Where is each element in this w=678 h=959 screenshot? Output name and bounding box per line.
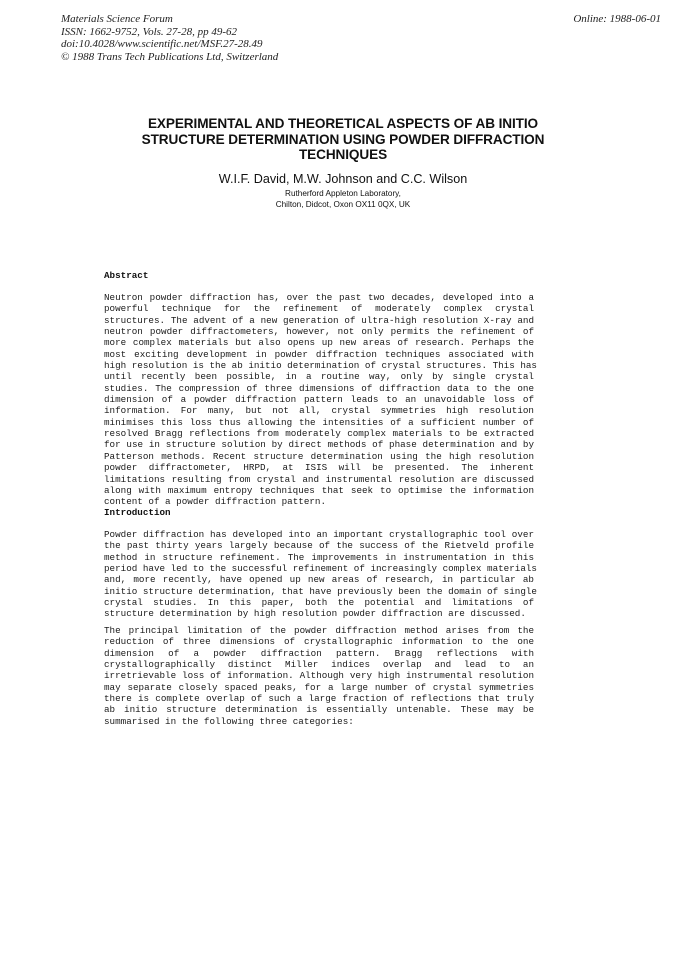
- text-line: studies. The compression of three dimensions of diffraction data to the one: [104, 382, 534, 394]
- text-line: there is complete overlap of such a large fraction of reflections that truly: [104, 693, 534, 705]
- abstract-body: [104, 292, 537, 508]
- affiliation: [100, 189, 586, 210]
- title-line-2: STRUCTURE DETERMINATION USING POWDER DIFFRACTION: [141, 131, 545, 147]
- text-line: ab initio structure determination is essentially untenable. These may be: [104, 704, 534, 716]
- journal-name: Materials Science Forum: [61, 13, 173, 25]
- affiliation-line-2: Chilton, Didcot, Oxon OX11 0QX, UK: [275, 199, 411, 209]
- text-line: along with maximum entropy techniques that seek to optimise the information: [104, 484, 534, 496]
- abstract-heading: Abstract: [104, 270, 149, 281]
- affiliation-line-1: Rutherford Appleton Laboratory,: [285, 189, 401, 198]
- text-line: crystal studies. In this paper, both the potential and limitations of: [104, 597, 534, 609]
- paper-title: [100, 116, 586, 163]
- issn-line: ISSN: 1662-9752, Vols. 27-28, pp 49-62: [61, 25, 237, 38]
- text-line: neutron powder diffractometers, however, not only permits the refinement of: [104, 326, 534, 338]
- introduction-paragraph-1: [104, 529, 537, 620]
- text-line: crystallographically distinct Miller indices overlap and lead to an: [104, 659, 534, 671]
- title-line-3: TECHNIQUES: [298, 147, 388, 162]
- text-line: method in structure refinement. The improvements in instrumentation in this: [104, 551, 534, 563]
- text-line: dimension of a powder diffraction pattern. Bragg reflections with: [104, 647, 534, 659]
- text-line: dimension of a powder diffraction pattern leads to an unavoidable loss of: [104, 394, 534, 406]
- introduction-heading: Introduction: [104, 507, 171, 518]
- copyright-line: © 1988 Trans Tech Publications Ltd, Switzerland: [61, 50, 279, 63]
- text-line: Neutron powder diffraction has, over the past two decades, developed into a: [104, 292, 534, 303]
- text-line: The principal limitation of the powder diffraction method arises from the: [104, 625, 534, 636]
- text-line: reduction of three dimensions of crystallographic information to the one: [104, 636, 534, 648]
- text-line: initio structure determination, that have previously been the domain of single: [104, 585, 537, 597]
- text-line: Powder diffraction has developed into an important crystallographic tool over: [104, 529, 534, 540]
- text-line: structure determination by high resolution powder diffraction are discussed.: [104, 608, 526, 620]
- text-line: period have led to the successful refinement of increasingly complex materials: [104, 563, 537, 575]
- text-line: may separate closely spaced peaks, for a large number of crystal symmetries: [104, 681, 534, 693]
- text-line: structures. The advent of a new generation of ultra-high resolution X-ray and: [104, 314, 534, 326]
- doi-line: doi:10.4028/www.scientific.net/MSF.27-28.49: [61, 38, 263, 50]
- text-line: irretrievable loss of information. Although very high instrumental resolution: [104, 670, 534, 682]
- text-line: high resolution is the ab initio determination of crystal structures. This has: [104, 360, 537, 372]
- text-line: Patterson methods. Recent structure determination using the high resolution: [104, 450, 534, 462]
- text-line: the past thirty years largely because of the success of the Rietveld profile: [104, 540, 534, 552]
- citation-block: [61, 13, 278, 63]
- text-line: until recently been possible, in a routine way, only by single crystal: [104, 371, 534, 383]
- text-line: minimises this loss thus allowing the intensities of a sufficient number of: [104, 416, 534, 428]
- authors: W.I.F. David, M.W. Johnson and C.C. Wilson: [218, 172, 468, 186]
- text-line: content of a powder diffraction pattern.: [104, 496, 327, 508]
- text-line: resolved Bragg reflections from moderately complex materials to be extracted: [104, 428, 534, 440]
- text-line: powder diffractometer, HRPD, at ISIS will be presented. The inherent: [104, 462, 534, 474]
- text-line: more complex materials but also opens up new areas of research. Perhaps the: [104, 337, 534, 349]
- text-line: most exciting development in powder diffraction techniques associated with: [104, 348, 534, 360]
- text-line: and, more recently, have opened up new areas of research, in particular ab: [104, 574, 534, 586]
- title-line-1: EXPERIMENTAL AND THEORETICAL ASPECTS OF AB INITIO: [147, 116, 539, 131]
- online-date: Online: 1988-06-01: [573, 13, 661, 25]
- text-line: powerful technique for the refinement of moderately complex crystal: [104, 303, 534, 315]
- text-line: limitations resulting from crystal and instrumental resolution are discussed: [104, 473, 534, 485]
- introduction-paragraph-2: [104, 625, 534, 727]
- text-line: for use in structure solution by direct methods of phase determination and by: [104, 439, 534, 451]
- text-line: information. For many, but not all, crystal symmetries high resolution: [104, 405, 534, 417]
- text-line: summarised in the following three categories:: [104, 715, 354, 727]
